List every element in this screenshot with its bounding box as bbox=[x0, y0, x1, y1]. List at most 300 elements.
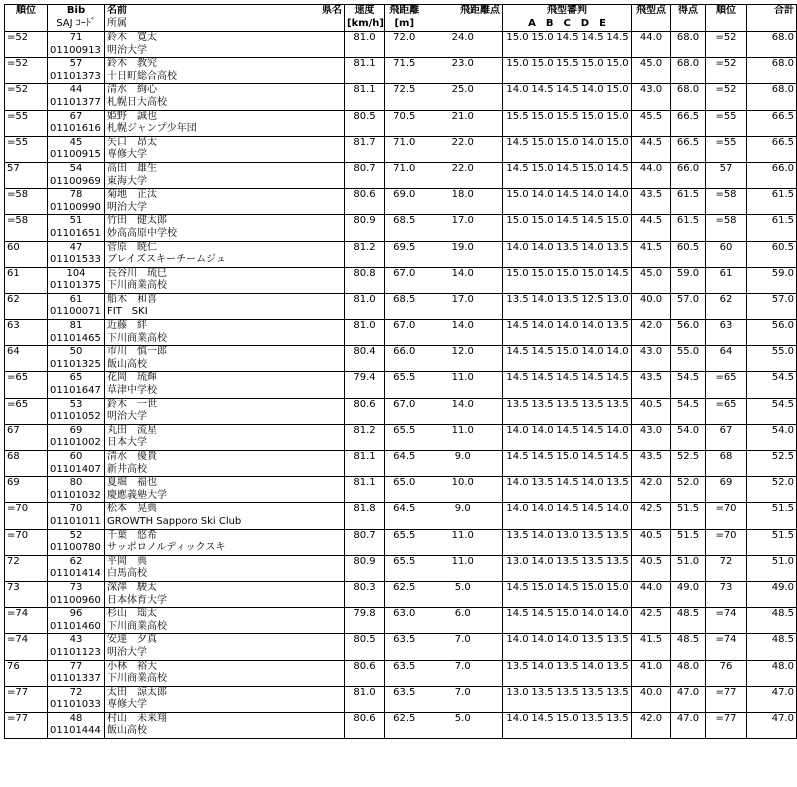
score-cell: 47.0 bbox=[671, 686, 706, 699]
col-score: 得点 bbox=[671, 5, 706, 19]
place-cell: =55 bbox=[706, 136, 747, 149]
judge-score: 15.0 bbox=[531, 581, 554, 593]
style-points-cell: 43.5 bbox=[632, 451, 671, 464]
col-distance-points: 飛距離点 bbox=[460, 5, 500, 17]
affiliation-cell: 日本体育大学 bbox=[105, 595, 345, 608]
place-cell: =52 bbox=[706, 32, 747, 45]
speed-cell: 81.2 bbox=[345, 424, 385, 437]
distance-cell: 72.5 bbox=[385, 84, 424, 97]
col-name-label: 名前 bbox=[107, 5, 127, 17]
score-cell: 57.0 bbox=[671, 293, 706, 306]
judge-score: 14.0 bbox=[581, 241, 604, 253]
judge-score: 14.0 bbox=[581, 189, 604, 201]
judges-cell bbox=[503, 58, 632, 71]
judge-score: 15.0 bbox=[581, 581, 604, 593]
judge-score: 15.0 bbox=[606, 136, 629, 148]
judge-score: 15.0 bbox=[581, 162, 604, 174]
saj-code-cell: 01101616 bbox=[48, 123, 105, 136]
affiliation-cell: 専修大学 bbox=[105, 699, 345, 712]
judge-score: 14.0 bbox=[531, 529, 554, 541]
result-row-affiliation bbox=[5, 464, 797, 477]
judges-cell bbox=[503, 451, 632, 464]
judge-score: 13.5 bbox=[556, 660, 579, 672]
col-pref: 県名 bbox=[322, 5, 342, 17]
name-cell: 清水 絢心 bbox=[105, 84, 345, 97]
judges-cell bbox=[503, 372, 632, 385]
result-row bbox=[5, 162, 797, 175]
bib-cell: 57 bbox=[48, 58, 105, 71]
affiliation-cell: 新井高校 bbox=[105, 464, 345, 477]
judge-score: 14.0 bbox=[606, 189, 629, 201]
judge-score: 14.0 bbox=[531, 293, 554, 305]
saj-code-cell: 01101123 bbox=[48, 647, 105, 660]
result-row-affiliation bbox=[5, 306, 797, 319]
bib-cell: 104 bbox=[48, 267, 105, 280]
result-row bbox=[5, 634, 797, 647]
style-points-cell: 43.5 bbox=[632, 189, 671, 202]
speed-cell: 80.3 bbox=[345, 581, 385, 594]
distance-points-cell: 23.0 bbox=[451, 58, 474, 70]
bib-cell: 47 bbox=[48, 241, 105, 254]
judge-score: 14.5 bbox=[556, 84, 579, 96]
result-row bbox=[5, 555, 797, 568]
style-points-cell: 40.5 bbox=[632, 398, 671, 411]
judge-score: 14.5 bbox=[606, 32, 629, 43]
judge-score: 14.5 bbox=[531, 608, 554, 620]
place-cell: 69 bbox=[706, 477, 747, 490]
header-row-1 bbox=[5, 5, 797, 19]
saj-code-cell: 01101337 bbox=[48, 673, 105, 686]
saj-code-cell: 01101011 bbox=[48, 516, 105, 529]
name-cell: 鈴木 一世 bbox=[105, 398, 345, 411]
judges-cell bbox=[503, 398, 632, 411]
score-cell: 66.0 bbox=[671, 162, 706, 175]
result-row bbox=[5, 398, 797, 411]
result-row bbox=[5, 686, 797, 699]
header-row-2 bbox=[5, 18, 797, 32]
distance-points-cell: 11.0 bbox=[451, 529, 474, 541]
saj-code-cell: 01101373 bbox=[48, 71, 105, 84]
rank-cell: =65 bbox=[7, 372, 29, 384]
speed-cell: 81.1 bbox=[345, 84, 385, 97]
judge-score: 14.5 bbox=[606, 372, 629, 384]
judge-score: 14.5 bbox=[606, 267, 629, 279]
judge-score: 14.0 bbox=[531, 555, 554, 567]
judge-score: 14.0 bbox=[531, 503, 554, 515]
name-cell: 竹田 健太郎 bbox=[105, 215, 345, 228]
bib-cell: 60 bbox=[48, 451, 105, 464]
result-row-affiliation bbox=[5, 202, 797, 215]
total-cell: 57.0 bbox=[747, 293, 797, 306]
judge-score: 14.5 bbox=[506, 346, 529, 358]
judge-score: 15.0 bbox=[556, 608, 579, 620]
distance-points-cell: 5.0 bbox=[454, 712, 471, 724]
saj-code-cell: 01101377 bbox=[48, 97, 105, 110]
speed-cell: 80.7 bbox=[345, 529, 385, 542]
score-cell: 68.0 bbox=[671, 58, 706, 71]
judge-score: 15.0 bbox=[506, 58, 529, 70]
total-cell: 60.5 bbox=[747, 241, 797, 254]
judges-cell bbox=[503, 346, 632, 359]
saj-code-cell: 01101032 bbox=[48, 490, 105, 503]
judge-score: 14.0 bbox=[606, 424, 629, 436]
style-points-cell: 41.5 bbox=[632, 634, 671, 647]
saj-code-cell: 01101375 bbox=[48, 280, 105, 293]
judge-score: 13.5 bbox=[606, 686, 629, 698]
saj-code-cell: 01100915 bbox=[48, 149, 105, 162]
affiliation-cell: 草津中学校 bbox=[105, 385, 345, 398]
judges-cell bbox=[503, 320, 632, 333]
speed-cell: 81.1 bbox=[345, 451, 385, 464]
judge-score: 13.5 bbox=[606, 660, 629, 672]
distance-points-cell: 7.0 bbox=[454, 660, 471, 672]
judge-score: 14.0 bbox=[531, 241, 554, 253]
style-points-cell: 42.0 bbox=[632, 477, 671, 490]
place-cell: =55 bbox=[706, 110, 747, 123]
distance-cell: 65.5 bbox=[385, 555, 424, 568]
style-points-cell: 40.0 bbox=[632, 686, 671, 699]
rank-cell: =52 bbox=[7, 32, 29, 43]
saj-code-cell: 01100969 bbox=[48, 176, 105, 189]
place-cell: 57 bbox=[706, 162, 747, 175]
distance-points-cell: 10.0 bbox=[451, 477, 474, 489]
name-cell: 矢口 昂太 bbox=[105, 136, 345, 149]
judge-score: 14.0 bbox=[581, 660, 604, 672]
name-cell: 小林 裕大 bbox=[105, 660, 345, 673]
judge-score: 15.0 bbox=[556, 712, 579, 724]
style-points-cell: 43.0 bbox=[632, 84, 671, 97]
affiliation-cell: 下川商業高校 bbox=[105, 333, 345, 346]
saj-code-cell: 01101002 bbox=[48, 437, 105, 450]
result-row bbox=[5, 241, 797, 254]
judge-score: 14.0 bbox=[506, 84, 529, 96]
judge-score: 15.0 bbox=[506, 189, 529, 201]
name-cell: 丸田 流星 bbox=[105, 424, 345, 437]
speed-cell: 80.5 bbox=[345, 110, 385, 123]
distance-points-cell: 5.0 bbox=[454, 581, 471, 593]
affiliation-cell: 白馬高校 bbox=[105, 568, 345, 581]
distance-cell: 67.0 bbox=[385, 320, 424, 333]
speed-cell: 81.1 bbox=[345, 58, 385, 71]
affiliation-cell: 下川商業高校 bbox=[105, 280, 345, 293]
affiliation-cell: サッポロノルディックスキ bbox=[105, 542, 345, 555]
affiliation-cell: 下川商業高校 bbox=[105, 673, 345, 686]
judge-score: 14.5 bbox=[556, 581, 579, 593]
distance-points-cell: 17.0 bbox=[451, 215, 474, 227]
judges-cell bbox=[503, 215, 632, 228]
bib-cell: 96 bbox=[48, 608, 105, 621]
distance-cell: 68.5 bbox=[385, 215, 424, 228]
speed-cell: 80.9 bbox=[345, 215, 385, 228]
score-cell: 48.0 bbox=[671, 660, 706, 673]
total-cell: 52.0 bbox=[747, 477, 797, 490]
speed-cell: 79.4 bbox=[345, 372, 385, 385]
result-row bbox=[5, 608, 797, 621]
judge-score: 14.5 bbox=[506, 608, 529, 620]
speed-cell: 81.7 bbox=[345, 136, 385, 149]
judge-score: 13.5 bbox=[606, 712, 629, 724]
judge-score: 14.0 bbox=[531, 424, 554, 436]
total-cell: 59.0 bbox=[747, 267, 797, 280]
saj-code-cell: 01101325 bbox=[48, 359, 105, 372]
speed-cell: 80.6 bbox=[345, 660, 385, 673]
distance-cell: 71.5 bbox=[385, 58, 424, 71]
score-cell: 66.5 bbox=[671, 110, 706, 123]
judge-score: 12.5 bbox=[581, 293, 604, 305]
place-cell: 61 bbox=[706, 267, 747, 280]
result-row-affiliation bbox=[5, 725, 797, 738]
total-cell: 48.5 bbox=[747, 634, 797, 647]
name-cell: 清水 優貴 bbox=[105, 451, 345, 464]
result-row bbox=[5, 293, 797, 306]
judge-score: 13.5 bbox=[506, 398, 529, 410]
name-cell: 深澤 駿太 bbox=[105, 581, 345, 594]
style-points-cell: 42.0 bbox=[632, 712, 671, 725]
saj-code-cell: 01100071 bbox=[48, 306, 105, 319]
distance-points-cell: 7.0 bbox=[454, 634, 471, 646]
affiliation-cell: 札幌ジャンプ少年団 bbox=[105, 123, 345, 136]
judge-score: 13.5 bbox=[606, 320, 629, 332]
place-cell: 68 bbox=[706, 451, 747, 464]
judges-cell bbox=[503, 424, 632, 437]
score-cell: 51.5 bbox=[671, 503, 706, 516]
col-distance: 飛距離 bbox=[385, 5, 424, 19]
rank-cell: =55 bbox=[7, 136, 29, 148]
distance-cell: 69.5 bbox=[385, 241, 424, 254]
distance-points-cell: 9.0 bbox=[454, 503, 471, 515]
total-cell: 66.0 bbox=[747, 162, 797, 175]
place-cell: =74 bbox=[706, 608, 747, 621]
score-cell: 48.5 bbox=[671, 608, 706, 621]
name-cell: 花岡 琉輝 bbox=[105, 372, 345, 385]
speed-cell: 80.9 bbox=[345, 555, 385, 568]
speed-cell: 80.6 bbox=[345, 189, 385, 202]
bib-cell: 61 bbox=[48, 293, 105, 306]
style-points-cell: 40.5 bbox=[632, 529, 671, 542]
place-cell: 63 bbox=[706, 320, 747, 333]
style-points-cell: 40.5 bbox=[632, 555, 671, 568]
place-cell: =52 bbox=[706, 84, 747, 97]
distance-cell: 63.5 bbox=[385, 634, 424, 647]
distance-points-cell: 14.0 bbox=[451, 398, 474, 410]
rank-cell: 69 bbox=[7, 477, 20, 489]
place-cell: 64 bbox=[706, 346, 747, 359]
saj-code-cell: 01101407 bbox=[48, 464, 105, 477]
total-cell: 61.5 bbox=[747, 215, 797, 228]
judge-score: 14.0 bbox=[506, 241, 529, 253]
place-cell: 73 bbox=[706, 581, 747, 594]
col-speed-unit: [km/h] bbox=[345, 18, 385, 32]
affiliation-cell: 明治大学 bbox=[105, 202, 345, 215]
style-points-cell: 44.0 bbox=[632, 32, 671, 45]
rank-cell: =65 bbox=[7, 398, 29, 410]
results-sheet bbox=[4, 4, 794, 739]
rank-cell: =52 bbox=[7, 84, 29, 96]
total-cell: 52.5 bbox=[747, 451, 797, 464]
judges-cell bbox=[503, 503, 632, 516]
result-row bbox=[5, 32, 797, 45]
place-cell: =77 bbox=[706, 712, 747, 725]
saj-code-cell: 01101052 bbox=[48, 411, 105, 424]
judge-score: 14.0 bbox=[531, 320, 554, 332]
result-row-affiliation bbox=[5, 490, 797, 503]
col-total: 合計 bbox=[747, 5, 797, 19]
result-row-affiliation bbox=[5, 254, 797, 267]
distance-cell: 63.0 bbox=[385, 608, 424, 621]
rank-cell: =52 bbox=[7, 58, 29, 70]
place-cell: =65 bbox=[706, 398, 747, 411]
judge-score: 13.5 bbox=[606, 398, 629, 410]
result-row-affiliation bbox=[5, 411, 797, 424]
speed-cell: 81.0 bbox=[345, 32, 385, 45]
judges-cell bbox=[503, 84, 632, 97]
col-name bbox=[105, 5, 345, 19]
rank-cell: 57 bbox=[7, 162, 20, 174]
judges-cell bbox=[503, 32, 632, 45]
place-cell: =58 bbox=[706, 215, 747, 228]
judges-cell bbox=[503, 608, 632, 621]
result-row bbox=[5, 84, 797, 97]
total-cell: 55.0 bbox=[747, 346, 797, 359]
score-cell: 51.5 bbox=[671, 529, 706, 542]
rank-cell: 64 bbox=[7, 346, 20, 358]
judge-score: 14.5 bbox=[506, 162, 529, 174]
result-row-affiliation bbox=[5, 595, 797, 608]
result-row bbox=[5, 320, 797, 333]
result-row bbox=[5, 189, 797, 202]
rank-cell: =74 bbox=[7, 634, 29, 646]
judge-score: 14.5 bbox=[506, 136, 529, 148]
bib-cell: 73 bbox=[48, 581, 105, 594]
distance-cell: 65.5 bbox=[385, 529, 424, 542]
saj-code-cell: 01100960 bbox=[48, 595, 105, 608]
score-cell: 54.0 bbox=[671, 424, 706, 437]
judge-score: 15.0 bbox=[556, 267, 579, 279]
bib-cell: 48 bbox=[48, 712, 105, 725]
judge-score: 14.5 bbox=[531, 84, 554, 96]
result-row-affiliation bbox=[5, 568, 797, 581]
judge-score: 14.5 bbox=[531, 346, 554, 358]
result-row bbox=[5, 529, 797, 542]
result-row bbox=[5, 477, 797, 490]
name-cell: 村山 未来翔 bbox=[105, 712, 345, 725]
judge-score: 14.5 bbox=[606, 162, 629, 174]
judge-score: 14.0 bbox=[606, 346, 629, 358]
result-row-affiliation bbox=[5, 149, 797, 162]
judges-cell bbox=[503, 241, 632, 254]
bib-cell: 80 bbox=[48, 477, 105, 490]
judge-score: 14.5 bbox=[556, 503, 579, 515]
total-cell: 54.5 bbox=[747, 372, 797, 385]
judge-score: 15.0 bbox=[506, 215, 529, 227]
judge-score: 14.0 bbox=[581, 608, 604, 620]
name-cell: 平岡 典 bbox=[105, 555, 345, 568]
result-row bbox=[5, 346, 797, 359]
place-cell: =70 bbox=[706, 503, 747, 516]
col-style-points: 飛型点 bbox=[632, 5, 671, 19]
speed-cell: 79.8 bbox=[345, 608, 385, 621]
result-row-affiliation bbox=[5, 45, 797, 58]
judge-score: 13.5 bbox=[581, 555, 604, 567]
judge-score: 13.5 bbox=[506, 293, 529, 305]
judge-score: 15.0 bbox=[531, 162, 554, 174]
judge-score: 15.0 bbox=[606, 84, 629, 96]
speed-cell: 80.8 bbox=[345, 267, 385, 280]
result-row-affiliation bbox=[5, 516, 797, 529]
total-cell: 51.5 bbox=[747, 529, 797, 542]
style-points-cell: 42.5 bbox=[632, 503, 671, 516]
result-row bbox=[5, 581, 797, 594]
name-cell: 安達 夕真 bbox=[105, 634, 345, 647]
judge-score: 15.0 bbox=[556, 136, 579, 148]
result-row bbox=[5, 267, 797, 280]
distance-cell: 62.5 bbox=[385, 712, 424, 725]
bib-cell: 43 bbox=[48, 634, 105, 647]
judge-score: 13.0 bbox=[606, 293, 629, 305]
saj-code-cell: 01101033 bbox=[48, 699, 105, 712]
name-cell: 船木 和喜 bbox=[105, 293, 345, 306]
score-cell: 49.0 bbox=[671, 581, 706, 594]
affiliation-cell: ブレイズスキーチームジュ bbox=[105, 254, 345, 267]
rank-cell: =77 bbox=[7, 712, 29, 724]
style-points-cell: 42.0 bbox=[632, 320, 671, 333]
judge-score: 14.5 bbox=[531, 451, 554, 462]
judge-score: 15.0 bbox=[556, 346, 579, 358]
result-row-affiliation bbox=[5, 97, 797, 110]
distance-points-cell: 6.0 bbox=[454, 608, 471, 620]
name-cell: 夏堀 福也 bbox=[105, 477, 345, 490]
score-cell: 68.0 bbox=[671, 84, 706, 97]
judge-score: 13.5 bbox=[581, 686, 604, 698]
total-cell: 51.5 bbox=[747, 503, 797, 516]
result-row bbox=[5, 712, 797, 725]
distance-cell: 65.5 bbox=[385, 372, 424, 385]
judge-score: 14.0 bbox=[581, 84, 604, 96]
judge-score: 15.5 bbox=[556, 58, 579, 70]
bib-cell: 65 bbox=[48, 372, 105, 385]
results-body bbox=[5, 32, 797, 739]
judge-score: 14.0 bbox=[531, 634, 554, 646]
speed-cell: 80.6 bbox=[345, 712, 385, 725]
col-bib: Bib bbox=[48, 5, 105, 19]
bib-cell: 72 bbox=[48, 686, 105, 699]
style-points-cell: 43.5 bbox=[632, 372, 671, 385]
judge-score: 15.0 bbox=[531, 215, 554, 227]
judge-score: 14.5 bbox=[581, 215, 604, 227]
total-cell: 68.0 bbox=[747, 58, 797, 71]
result-row-affiliation bbox=[5, 699, 797, 712]
distance-points-cell: 24.0 bbox=[451, 32, 474, 43]
result-row bbox=[5, 424, 797, 437]
judge-score: 15.0 bbox=[606, 581, 629, 593]
speed-cell: 81.0 bbox=[345, 293, 385, 306]
judge-score: 15.0 bbox=[506, 32, 529, 43]
total-cell: 61.5 bbox=[747, 189, 797, 202]
judge-score: 15.5 bbox=[556, 110, 579, 122]
distance-cell: 67.0 bbox=[385, 398, 424, 411]
result-row bbox=[5, 215, 797, 228]
distance-points-cell: 11.0 bbox=[451, 372, 474, 384]
name-cell: 太田 諒太郎 bbox=[105, 686, 345, 699]
col-speed: 速度 bbox=[345, 5, 385, 19]
judge-score: 13.5 bbox=[556, 686, 579, 698]
judge-score: 15.0 bbox=[531, 267, 554, 279]
bib-cell: 51 bbox=[48, 215, 105, 228]
affiliation-cell: 日本大学 bbox=[105, 437, 345, 450]
place-cell: =77 bbox=[706, 686, 747, 699]
total-cell: 48.5 bbox=[747, 608, 797, 621]
results-table bbox=[4, 4, 797, 739]
